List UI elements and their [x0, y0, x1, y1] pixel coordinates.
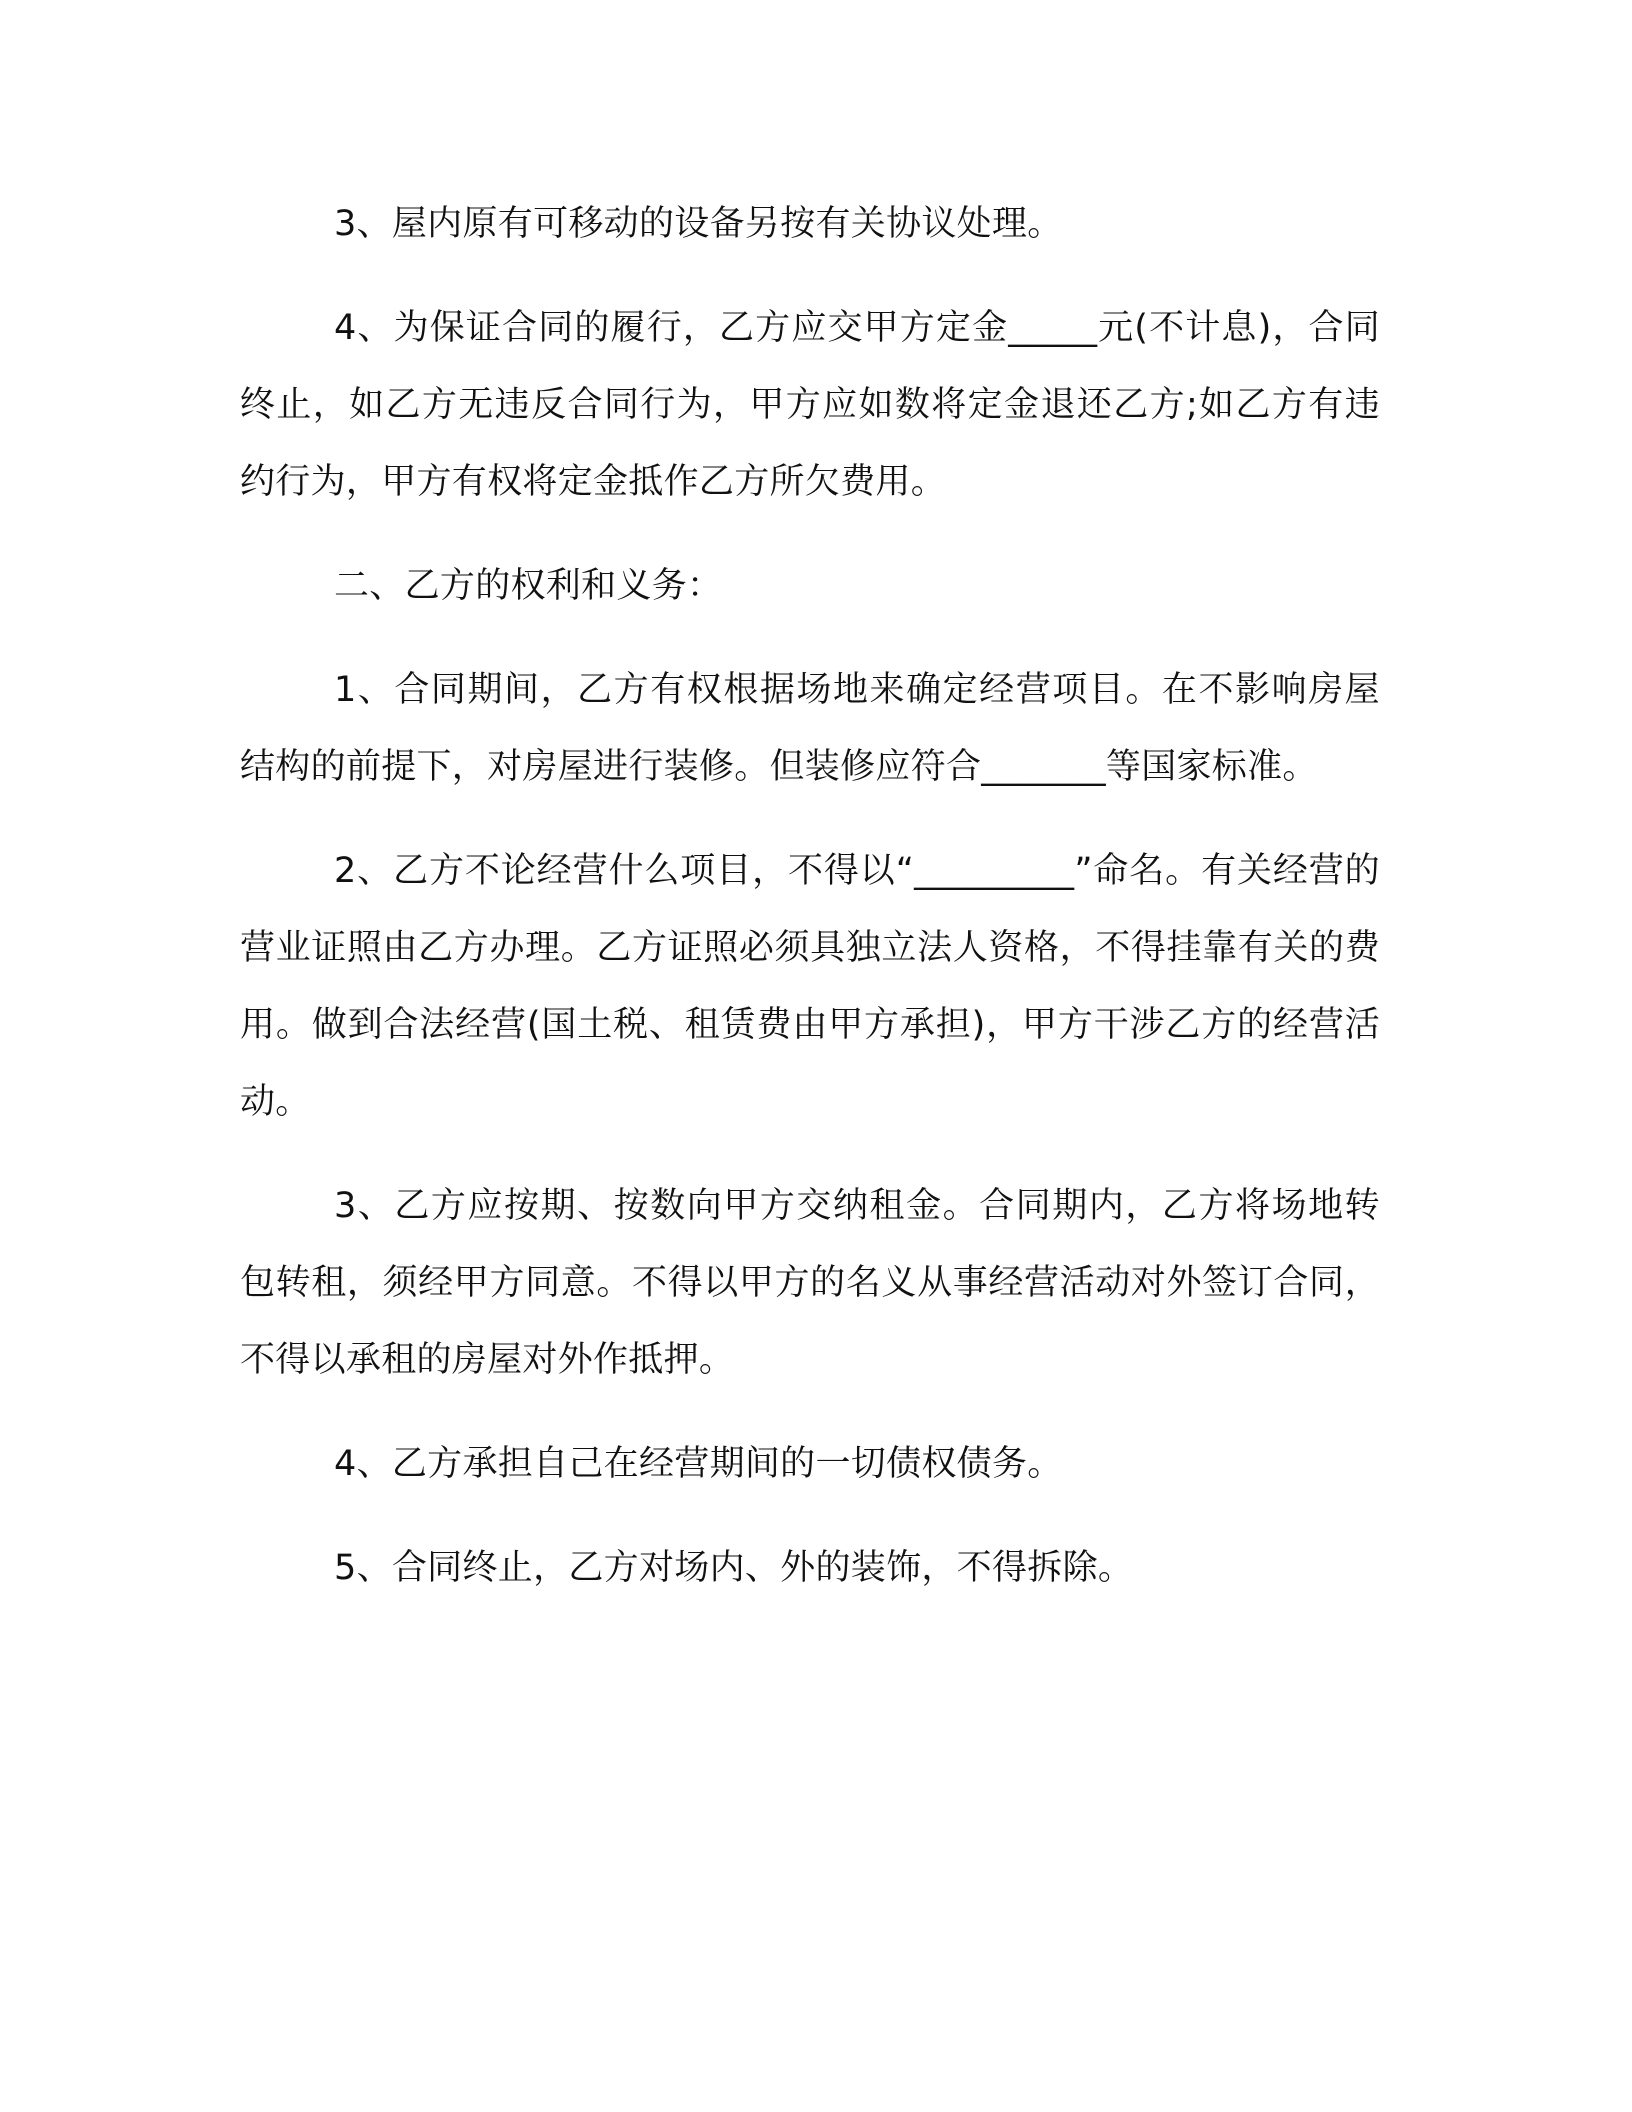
paragraph-debts: 4、乙方承担自己在经营期间的一切债权债务。: [334, 1444, 1063, 1484]
paragraph-rent-payment: 3、乙方应按期、按数向甲方交纳租金。合同期内，乙方将场地转包转租，须经甲方同意。不得以甲方的名义从事经营活动对外签订合同，不得以承租的房屋对外作抵押。: [240, 1186, 1380, 1380]
paragraph-naming-license: 2、乙方不论经营什么项目，不得以“_________”命名。有关经营的营业证照由乙方办理。乙方证照必须具独立法人资格，不得挂靠有关的费用。做到合法经营(国土税、租赁费由甲方承担)，甲方干涉乙方的经营活动。: [240, 851, 1380, 1122]
paragraph-business-scope: 1、合同期间，乙方有权根据场地来确定经营项目。在不影响房屋结构的前提下，对房屋进行装修。但装修应符合_______等国家标准。: [240, 670, 1380, 787]
paragraph-decoration: 5、合同终止，乙方对场内、外的装饰，不得拆除。: [334, 1548, 1134, 1588]
paragraph-deposit: 4、为保证合同的履行，乙方应交甲方定金_____元(不计息)，合同终止，如乙方无违反合同行为，甲方应如数将定金退还乙方;如乙方有违约行为，甲方有权将定金抵作乙方所欠费用。: [240, 308, 1380, 502]
section-heading-party-b-rights: 二、乙方的权利和义务：: [334, 566, 723, 606]
paragraph-equipment: 3、屋内原有可移动的设备另按有关协议处理。: [334, 204, 1063, 244]
document-body: [240, 186, 1380, 1607]
